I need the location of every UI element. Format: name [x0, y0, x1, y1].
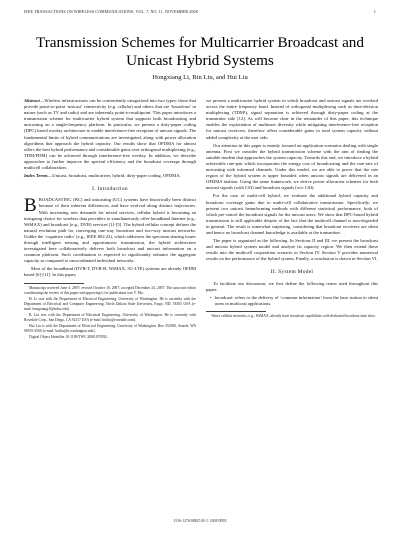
- index-terms-label: Index Terms: [24, 173, 48, 179]
- footnote-author-hliu: Hui Liu is with the Department of Electrical Engineering, University of Washington, Box 352500, Seattle, WA 98195-2500 (e-mail: huiliu@u.washington.edu).: [24, 323, 196, 333]
- right-column: [206, 98, 378, 320]
- index-terms: [24, 173, 196, 179]
- index-terms-text: —Unicast, broadcast, multicarrier, hybrid, dirty-paper coding, OFDMA.: [47, 173, 181, 179]
- paper-authors: Hongxiang Li, Bin Liu, and Hui Liu: [152, 74, 248, 81]
- abstract: [24, 98, 196, 171]
- right-footnote-rule: [206, 311, 266, 312]
- running-head: [24, 9, 376, 14]
- right-paragraph-1: we present a multicarrier hybrid system in which broadcast and unicast signals are overlaid across the entire frequency band. Instead of orthogonal multiplexing such as time-division multiplexing (TDM¹), signal separation is achieved through dirty-paper coding at the transmitter side [12]. As will become clear in the remainder of this paper, this technique enables the exploitation of multiuser diversity while mitigating interference-free reception for unicast receivers, therefore offers considerable gains in total system capacity without added complexity at the user side.: [206, 98, 378, 140]
- intro-text-1: ROADCASTING (BC) and unicasting (UC) systems have historically been distinct because of their inherent differences, and have evolved along distinct trajectories. With increasing new demands for mixed services, cellular hybrid is becoming an intriguing choice for wireless data providers to simultaneously offer broadband Internet (e.g., WiMAX) and broadcast (e.g., DVB) services [1]-[5]. The hybrid cellular concept defines the natural evolution path for converging one-way broadcast and two-way unicast networks. Unlike the ‘cognitive radio’ (e.g., IEEE 802.22), which addresses the spectrum sharing issues through intelligent sensing and opportunistic transmission, the hybrid architecture investigated here collaboratively delivers both broadcast and unicast information on a common platform. Such coordination is expected to significantly enhance the aggregate capacity as compared to uncoordinated individual networks.: [24, 197, 196, 264]
- right-footnote: [206, 314, 378, 319]
- bullet-icon: •: [210, 294, 212, 300]
- footnote-tdm: ¹Since cellular networks, e.g., WiMAX, already have broadcast capabilities with dedicated broadcast time slots.: [211, 313, 376, 318]
- section-heading-system: II. System Model: [270, 269, 314, 276]
- page-number: 1: [373, 9, 376, 14]
- paper-title: Transmission Schemes for Multicarrier Broadcast and Unicast Hybrid Systems: [35, 34, 364, 69]
- abstract-text: —Wireless infrastructures can be conveniently categorized into two types: those that provide point-to-point ‘unicast’ connectivity (e.g. cellular) and others that are ‘broadcast’ in nature (such as TV and radio) and are inherently point-to-multipoint. This paper introduces a transmission scheme for multicarrier hybrid system that supports both broadcasting and unicasting on a single-frequency platform. In particular, we present a dirty-paper coding (DPC) based overlay architecture to enable interference-free reception of unicast signals. The fundamental limits of hybrid communications are investigated, along with power allocation algorithms that approach the hybrid capacity. Our results show that OFDMA for almost offers the best hybrid performance and considerable gains over orthogonal multiplexing (e.g., TDM/FDM) can be achieved through interference-free overlay. In addition, we describe approaches to further improve the spectral efficiency and the broadcast coverage through multicell collaboration.: [24, 98, 196, 171]
- footnote-author-li: H. Li was with the Department of Electrical Engineering, University of Washington. He is currently with the Department of Electrical and Computer Engineering, North Dakota State University, Fargo, ND, 58105 USA (e-mail: hongxiang.li@ndsu.edu).: [24, 296, 196, 311]
- drop-cap: B: [24, 195, 37, 217]
- definition-bullet: [206, 295, 378, 307]
- right-paragraph-2: Our attention in this paper is mainly focused on application scenarios dealing with single antenna. First we consider the hybrid transmission scheme with the aim of finding the suitable modem that approaches the system capacity. Towards this end, we introduce a hybrid achievable rate-pair which incorporates the energy cost of broadcasting and the rare-rate of unicasting with informed channels. Under this model, we are able to prove that the rate region of the hybrid system is upper bounded when unicast signals are delivered in an OFDMA fashion. Using the same framework, we derive power allocation schemes for both unicast signals (with CSI) and broadcast signals (w/o CSI).: [206, 142, 378, 191]
- intro-paragraph-2: Most of the broadband (DVB-T, DVB-H, WiMAX, 3G-LTE) systems are already OFDM based [6]-[11]. In this paper,: [24, 266, 196, 278]
- bullet-text: broadcast: refers to the delivery of ‘common information’ from the base station to silent users in multicast applications.: [214, 294, 378, 306]
- section-heading-intro: I. Introduction: [92, 186, 128, 193]
- footnote-rule: [24, 283, 84, 284]
- right-paragraph-5: To facilitate our discussion, we first define the following terms used throughout this paper:: [206, 280, 378, 292]
- footnote-doi: Digital Object Identifier 10.1109/TWC.2008.070592.: [29, 334, 108, 339]
- left-column: [24, 98, 196, 341]
- right-paragraph-4: The paper is organized as the following. In Sections II and III, we present the broadcast and unicast hybrid system model and analyze its capacity region. We then extend these results into the multicell cooperation scenario in Section IV. Section V provides numerical results on the performance of the hybrid system. Finally, a conclusion is drawn in Section VI.: [206, 238, 378, 262]
- footnotes: [24, 286, 196, 340]
- right-paragraph-3: For the case of multi-cell hybrid, we evaluate the additional hybrid capacity and broadcast coverage gains due to multi-cell collaborative transmission. Specifically, we present two unicast beamforming methods with different statistical performance, both of which pre-cancel the broadcast signals for the unicast users. We show that DPC-based hybrid transmission is still applicable despite of the fact that the multicell channel is non-degraded in general. The result is somewhat surprising, considering that broadcast receivers are silent and hence no broadcast channel knowledge is available at the transmitter.: [206, 193, 378, 235]
- copyright-line: 1536-1276/08$25.00 © 2008 IEEE: [173, 519, 227, 523]
- footnote-manuscript: Manuscript received June 4, 2007; revised October 10, 2007; accepted December 24, 2007. The associate editor coordinating the review of this paper and approving it for publication was Y. Ma.: [24, 285, 196, 295]
- abstract-label: Abstract: [24, 98, 40, 103]
- intro-paragraph-1: [24, 197, 196, 264]
- journal-name: IEEE TRANSACTIONS ON WIRELESS COMMUNICATIONS, VOL. 7, NO. 11, NOVEMBER 2008: [24, 9, 198, 14]
- footnote-author-bliu: B. Liu was with the Department of Electrical Engineering, University of Washington. He is currently with Rosedale Corp., San Diego, CA 92117 USA (e-mail: binliu@rosedale.com).: [24, 312, 196, 322]
